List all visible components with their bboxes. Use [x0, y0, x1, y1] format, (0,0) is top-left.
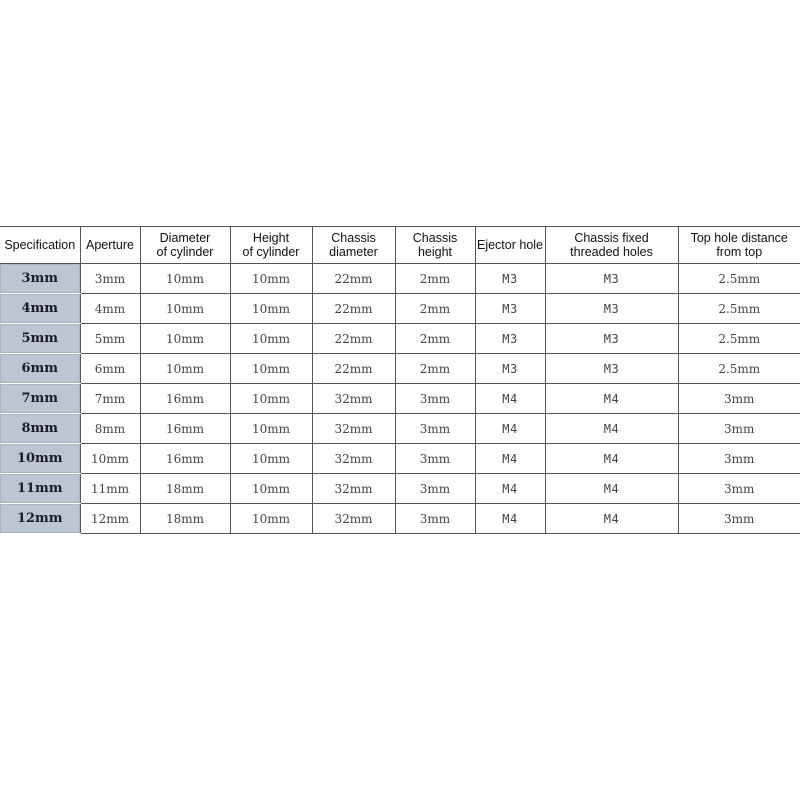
- cell-cylinder-diameter: 10mm: [140, 354, 230, 384]
- cell-cylinder-diameter: 18mm: [140, 504, 230, 534]
- cell-specification: 12mm: [0, 504, 80, 534]
- cell-aperture: 6mm: [80, 354, 140, 384]
- header-chassis-diameter: Chassis diameter: [312, 227, 395, 264]
- table-row: [0, 294, 800, 324]
- cell-ejector-hole: M4: [475, 444, 545, 474]
- cell-chassis-threaded-holes: M4: [545, 474, 678, 504]
- header-top-hole-distance: Top hole distance from top: [678, 227, 800, 264]
- header-chassis-fixed-threaded-holes: Chassis fixed threaded holes: [545, 227, 678, 264]
- cell-cylinder-diameter: 10mm: [140, 294, 230, 324]
- cell-top-hole-distance: 2.5mm: [678, 264, 800, 294]
- cell-chassis-height: 2mm: [395, 324, 475, 354]
- table-row: [0, 324, 800, 354]
- cell-ejector-hole: M3: [475, 264, 545, 294]
- cell-chassis-diameter: 32mm: [312, 474, 395, 504]
- table-row: [0, 444, 800, 474]
- cell-aperture: 4mm: [80, 294, 140, 324]
- cell-chassis-diameter: 32mm: [312, 384, 395, 414]
- cell-chassis-threaded-holes: M4: [545, 414, 678, 444]
- cell-specification: 11mm: [0, 474, 80, 504]
- cell-cylinder-diameter: 16mm: [140, 444, 230, 474]
- cell-chassis-threaded-holes: M3: [545, 294, 678, 324]
- cell-top-hole-distance: 3mm: [678, 474, 800, 504]
- cell-chassis-height: 2mm: [395, 264, 475, 294]
- cell-specification: 10mm: [0, 444, 80, 474]
- cell-ejector-hole: M4: [475, 474, 545, 504]
- cell-cylinder-height: 10mm: [230, 354, 312, 384]
- cell-top-hole-distance: 3mm: [678, 444, 800, 474]
- cell-chassis-height: 3mm: [395, 384, 475, 414]
- cell-specification: 8mm: [0, 414, 80, 444]
- header-chassis-height: Chassis height: [395, 227, 475, 264]
- cell-cylinder-diameter: 16mm: [140, 384, 230, 414]
- cell-ejector-hole: M4: [475, 384, 545, 414]
- cell-ejector-hole: M3: [475, 294, 545, 324]
- cell-chassis-diameter: 22mm: [312, 294, 395, 324]
- table-row: [0, 354, 800, 384]
- cell-chassis-height: 3mm: [395, 474, 475, 504]
- table-row: [0, 384, 800, 414]
- table-row: [0, 414, 800, 444]
- cell-specification: 5mm: [0, 324, 80, 354]
- cell-chassis-threaded-holes: M3: [545, 264, 678, 294]
- cell-ejector-hole: M4: [475, 504, 545, 534]
- cell-cylinder-diameter: 10mm: [140, 264, 230, 294]
- cell-chassis-threaded-holes: M4: [545, 384, 678, 414]
- cell-chassis-height: 3mm: [395, 444, 475, 474]
- header-aperture: Aperture: [80, 227, 140, 264]
- cell-specification: 7mm: [0, 384, 80, 414]
- cell-aperture: 5mm: [80, 324, 140, 354]
- header-specification: Specification: [0, 227, 80, 264]
- cell-specification: 3mm: [0, 264, 80, 294]
- cell-cylinder-height: 10mm: [230, 264, 312, 294]
- cell-aperture: 12mm: [80, 504, 140, 534]
- cell-cylinder-height: 10mm: [230, 294, 312, 324]
- cell-top-hole-distance: 3mm: [678, 384, 800, 414]
- header-diameter-of-cylinder: Diameter of cylinder: [140, 227, 230, 264]
- cell-cylinder-height: 10mm: [230, 324, 312, 354]
- cell-cylinder-diameter: 18mm: [140, 474, 230, 504]
- table-body: [0, 264, 800, 534]
- cell-chassis-diameter: 22mm: [312, 324, 395, 354]
- table-row: [0, 504, 800, 534]
- cell-top-hole-distance: 2.5mm: [678, 324, 800, 354]
- cell-chassis-diameter: 32mm: [312, 414, 395, 444]
- cell-top-hole-distance: 2.5mm: [678, 294, 800, 324]
- cell-chassis-threaded-holes: M3: [545, 354, 678, 384]
- cell-chassis-diameter: 22mm: [312, 264, 395, 294]
- cell-aperture: 3mm: [80, 264, 140, 294]
- cell-top-hole-distance: 3mm: [678, 414, 800, 444]
- cell-ejector-hole: M4: [475, 414, 545, 444]
- cell-chassis-threaded-holes: M3: [545, 324, 678, 354]
- header-row: [0, 227, 800, 264]
- cell-chassis-height: 3mm: [395, 414, 475, 444]
- cell-cylinder-height: 10mm: [230, 504, 312, 534]
- table-row: [0, 264, 800, 294]
- specification-table: [0, 226, 800, 534]
- cell-ejector-hole: M3: [475, 354, 545, 384]
- cell-aperture: 10mm: [80, 444, 140, 474]
- cell-cylinder-height: 10mm: [230, 474, 312, 504]
- table-row: [0, 474, 800, 504]
- cell-specification: 4mm: [0, 294, 80, 324]
- cell-chassis-diameter: 32mm: [312, 444, 395, 474]
- cell-chassis-height: 2mm: [395, 354, 475, 384]
- cell-cylinder-diameter: 16mm: [140, 414, 230, 444]
- cell-top-hole-distance: 2.5mm: [678, 354, 800, 384]
- cell-cylinder-diameter: 10mm: [140, 324, 230, 354]
- cell-top-hole-distance: 3mm: [678, 504, 800, 534]
- cell-aperture: 7mm: [80, 384, 140, 414]
- cell-chassis-diameter: 32mm: [312, 504, 395, 534]
- cell-aperture: 8mm: [80, 414, 140, 444]
- cell-aperture: 11mm: [80, 474, 140, 504]
- header-height-of-cylinder: Height of cylinder: [230, 227, 312, 264]
- cell-chassis-height: 3mm: [395, 504, 475, 534]
- cell-chassis-threaded-holes: M4: [545, 504, 678, 534]
- cell-cylinder-height: 10mm: [230, 414, 312, 444]
- cell-ejector-hole: M3: [475, 324, 545, 354]
- cell-cylinder-height: 10mm: [230, 444, 312, 474]
- cell-chassis-diameter: 22mm: [312, 354, 395, 384]
- cell-cylinder-height: 10mm: [230, 384, 312, 414]
- cell-chassis-threaded-holes: M4: [545, 444, 678, 474]
- cell-specification: 6mm: [0, 354, 80, 384]
- cell-chassis-height: 2mm: [395, 294, 475, 324]
- header-ejector-hole: Ejector hole: [475, 227, 545, 264]
